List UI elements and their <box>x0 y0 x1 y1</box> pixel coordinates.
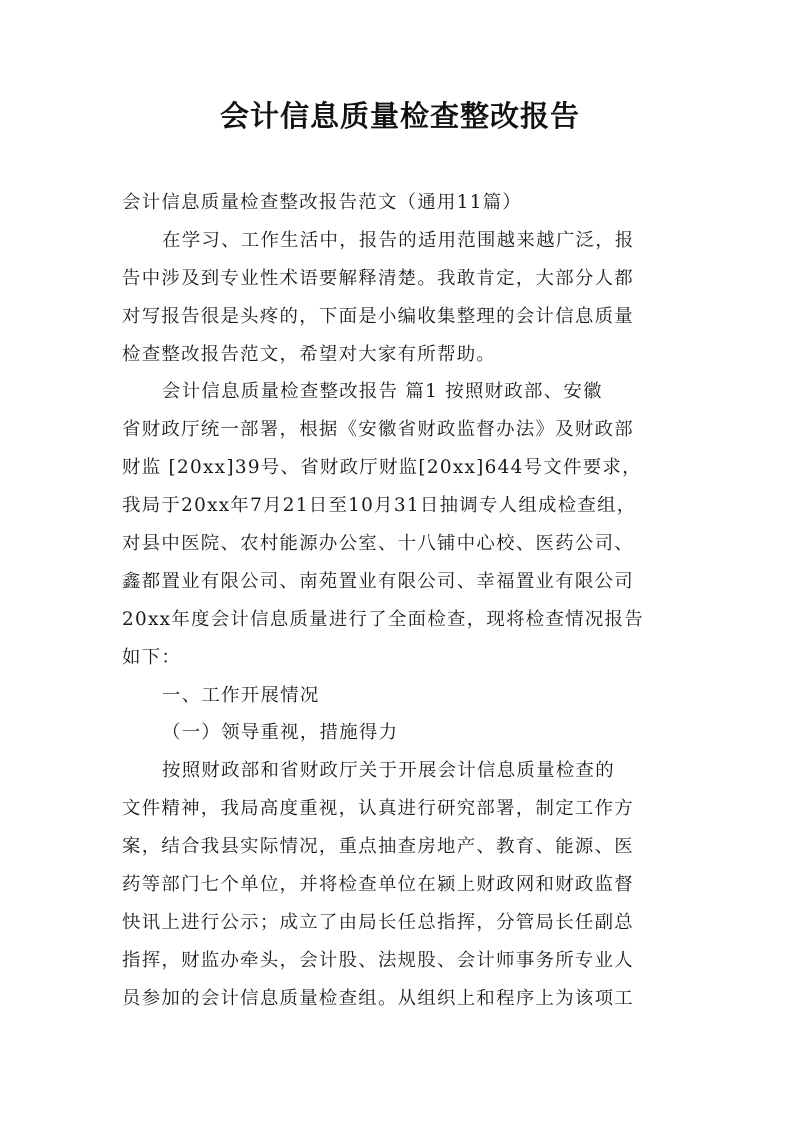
document-title: 会计信息质量检查整改报告 <box>219 99 580 133</box>
body-line: 对写报告很是头疼的，下面是小编收集整理的会计信息质量 <box>122 305 634 327</box>
body-line: 一、工作开展情况 <box>162 684 320 706</box>
body-line: 员参加的会计信息质量检查组。从组织上和程序上为该项工 <box>122 987 634 1009</box>
document-body <box>122 184 678 1018</box>
body-line: 在学习、工作生活中，报告的适用范围越来越广泛，报 <box>162 229 635 251</box>
body-line: 会计信息质量检查整改报告范文（通用11篇） <box>122 192 523 213</box>
body-line: 会计信息质量检查整改报告 篇1 按照财政部、安徽 <box>162 381 603 403</box>
body-line: 对县中医院、农村能源办公室、十八铺中心校、医药公司、 <box>122 533 634 555</box>
body-line: 指挥，财监办牵头，会计股、法规股、会计师事务所专业人 <box>122 949 634 971</box>
body-line: （一）领导重视，措施得力 <box>162 722 399 744</box>
body-line: 文件精神，我局高度重视，认真进行研究部署，制定工作方 <box>122 798 634 820</box>
body-line: 财监 [20xx]39号、省财政厅财监[20xx]644号文件要求， <box>122 457 642 479</box>
body-line: 鑫都置业有限公司、南苑置业有限公司、幸福置业有限公司 <box>122 570 634 592</box>
body-line: 案，结合我县实际情况，重点抽查房地产、教育、能源、医 <box>122 836 634 858</box>
body-line: 检查整改报告范文，希望对大家有所帮助。 <box>122 343 497 365</box>
body-line: 快讯上进行公示；成立了由局长任总指挥，分管局长任副总 <box>122 911 634 933</box>
body-line: 如下： <box>122 646 182 668</box>
body-line: 省财政厅统一部署，根据《安徽省财政监督办法》及财政部 <box>122 419 634 441</box>
body-line: 我局于20xx年7月21日至10月31日抽调专人组成检查组， <box>122 495 637 517</box>
body-line: 药等部门七个单位，并将检查单位在颍上财政网和财政监督 <box>122 874 634 896</box>
body-line: 按照财政部和省财政厅关于开展会计信息质量检查的 <box>162 760 615 782</box>
body-line: 20xx年度会计信息质量进行了全面检查，现将检查情况报告 <box>122 608 644 630</box>
body-line: 告中涉及到专业性术语要解释清楚。我敢肯定，大部分人都 <box>122 267 634 289</box>
